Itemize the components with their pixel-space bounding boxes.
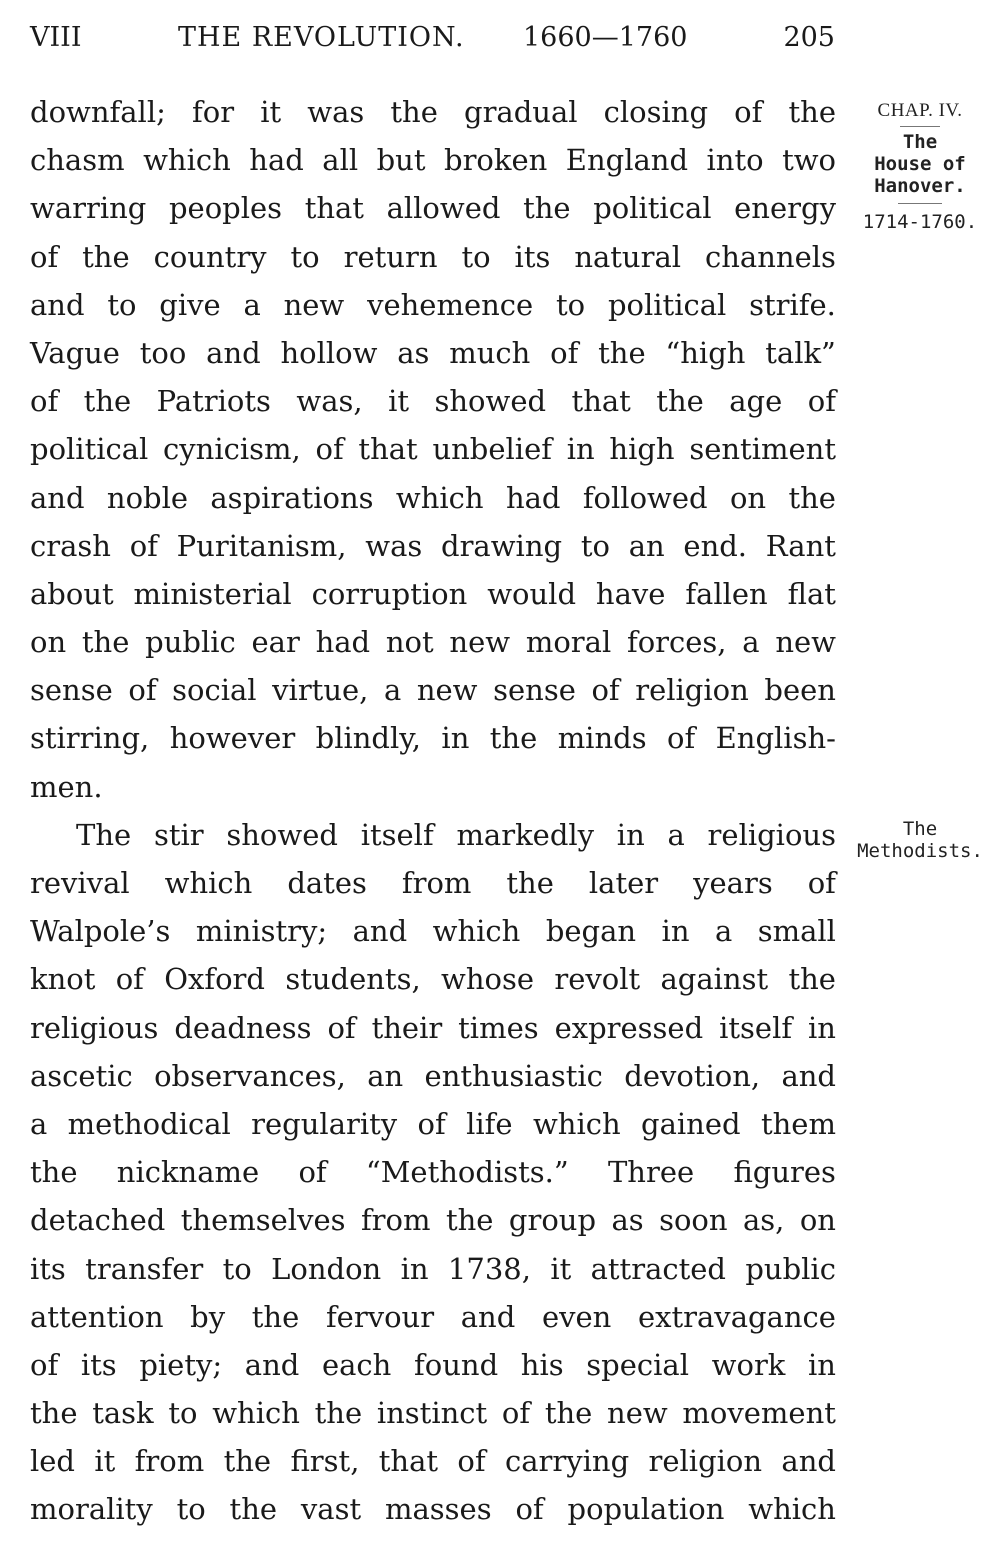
text-line: the task to which the instinct of the new movement (30, 1396, 836, 1431)
text-line: downfall; for it was the gradual closing of the (30, 95, 836, 129)
margin-note-line: The (902, 818, 938, 840)
text-line: about ministerial corruption would have fallen flat (30, 576, 836, 611)
header-chapter-numeral: VIII (30, 22, 82, 53)
text-line: knot of Oxford students, whose revolt against the (30, 962, 836, 997)
text-line: morality to the vast masses of population which (30, 1492, 836, 1527)
text-line: religious deadness of their times expressed itself in (30, 1010, 836, 1045)
text-line: and noble aspirations which had followed on the (30, 480, 836, 515)
text-line: and to give a new vehemence to political strife. (30, 287, 836, 322)
text-line: stirring, however blindly, in the minds of English- (30, 721, 836, 756)
margin-subject-line: Hanover. (874, 175, 966, 197)
margin-chapter-label: CHAP. IV. (877, 100, 963, 121)
text-line: a methodical regularity of life which gained them (30, 1106, 836, 1141)
text-line: ascetic observances, an enthusiastic devotion, and (30, 1058, 836, 1093)
page-number: 205 (783, 22, 835, 53)
text-line: chasm which had all but broken England into two (30, 143, 836, 178)
text-line: sense of social virtue, a new sense of religion been (30, 673, 836, 708)
header-title: THE REVOLUTION. (178, 22, 465, 53)
margin-note-methodists (846, 818, 994, 862)
running-header (30, 20, 835, 56)
text-line: men. (30, 769, 103, 804)
margin-subject-line: House of (874, 153, 966, 175)
text-line: of the Patriots was, it showed that the age of (30, 384, 836, 419)
text-line: attention by the fervour and even extravagance (30, 1299, 836, 1334)
text-line: crash of Puritanism, was drawing to an end. Rant (30, 528, 836, 563)
margin-rule (900, 126, 940, 127)
text-line: led it from the first, that of carrying religion and (30, 1444, 836, 1479)
margin-years: 1714-1760. (862, 211, 978, 233)
text-line: the nickname of “Methodists.” Three figures (30, 1155, 836, 1190)
text-line: its transfer to London in 1738, it attracted public (30, 1251, 836, 1286)
text-line: detached themselves from the group as soon as, on (30, 1203, 836, 1238)
header-years: 1660—1760 (523, 22, 688, 53)
text-line: revival which dates from the later years of (30, 866, 836, 900)
body-text (30, 88, 836, 1534)
text-line: of its piety; and each found his special work in (30, 1347, 836, 1382)
margin-note-line: Methodists. (857, 840, 983, 862)
text-line: warring peoples that allowed the political energy (30, 191, 836, 226)
margin-subject-line: The (902, 131, 938, 153)
text-line: on the public ear had not new moral forces, a new (30, 625, 836, 660)
margin-note-chapter (846, 98, 994, 234)
text-line: Vague too and hollow as much of the “high talk” (30, 335, 836, 370)
text-line: political cynicism, of that unbelief in high sentiment (30, 432, 836, 467)
text-line: The stir showed itself markedly in a religious (76, 817, 836, 852)
margin-rule (898, 203, 942, 204)
text-line: Walpole’s ministry; and which began in a small (30, 914, 836, 949)
text-line: of the country to return to its natural channels (30, 239, 836, 274)
